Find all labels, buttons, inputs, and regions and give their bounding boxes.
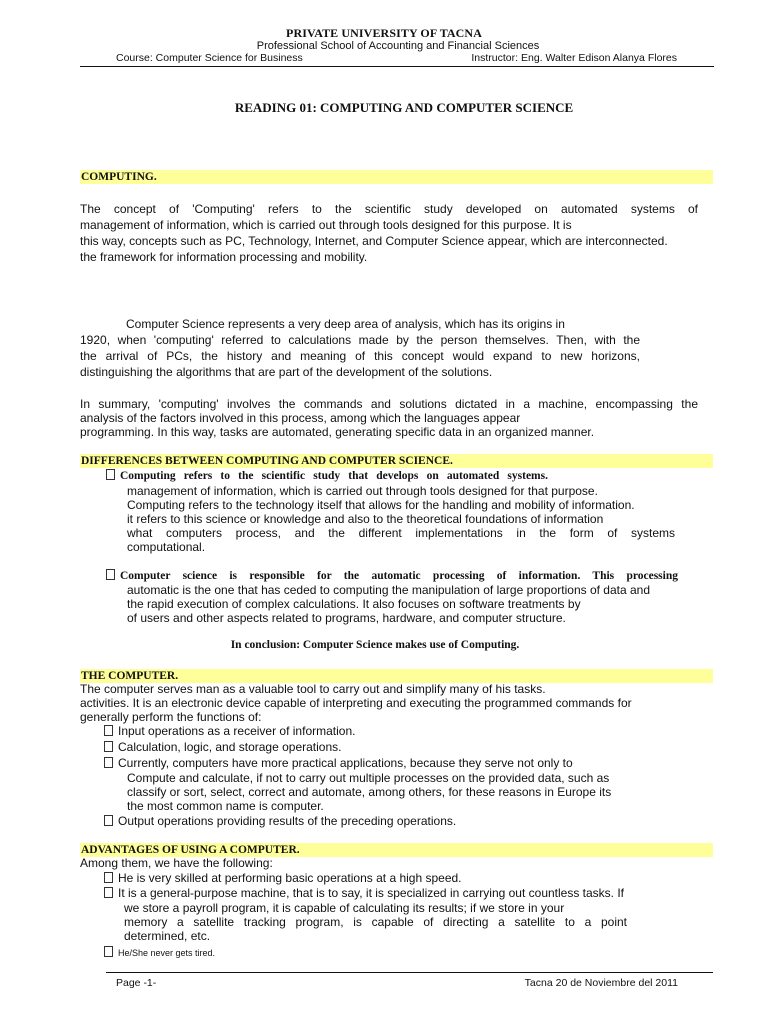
advantages-item-1: He is very skilled at performing basic operations at a high speed. xyxy=(104,871,462,886)
university-name: PRIVATE UNIVERSITY OF TACNA xyxy=(286,26,482,40)
computer-item-1: Input operations as a receiver of information. xyxy=(104,724,355,739)
school-name: Professional School of Accounting and Financial Sciences xyxy=(256,40,540,52)
section-heading-computing: COMPUTING. xyxy=(80,170,713,184)
checkbox-bullet-icon xyxy=(104,725,113,736)
instructor-label: Instructor: Eng. Walter Edison Alanya Flores xyxy=(471,52,677,64)
computer-item-2: Calculation, logic, and storage operations. xyxy=(104,740,341,755)
page-number: Page -1- xyxy=(116,977,157,989)
checkbox-bullet-icon xyxy=(106,469,115,480)
differences-bullet-1-body: management of information, which is carried out through tools designed for that purpose. Computing refers to the technology itself that allows for the handling and mobility of information. it refers to this science or knowledge and also to the theoretical foundations of information what computers process, and the different implementations in the form of systems computational. xyxy=(127,484,675,554)
differences-bullet-2-body: automatic is the one that has ceded to computing the manipulation of large proportions of data and the rapid execution of complex calculations. It also focuses on software treatments by of users and other aspects related to programs, hardware, and computer structure. xyxy=(127,583,651,625)
reading-title: READING 01: COMPUTING AND COMPUTER SCIENCE xyxy=(234,100,574,115)
advantages-intro: Among them, we have the following: xyxy=(80,856,273,870)
footer-divider xyxy=(106,972,713,973)
checkbox-bullet-icon xyxy=(104,815,113,826)
checkbox-bullet-icon xyxy=(104,946,113,957)
differences-bullet-1-title: Computing refers to the scientific study that develops on automated systems. xyxy=(106,469,548,483)
differences-conclusion: In conclusion: Computer Science makes use of Computing. xyxy=(230,639,520,651)
checkbox-bullet-icon xyxy=(104,757,113,768)
computer-item-4: Output operations providing results of the preceding operations. xyxy=(104,814,456,829)
section-heading-advantages: ADVANTAGES OF USING A COMPUTER. xyxy=(80,843,713,857)
differences-bullet-2-title: Computer science is responsible for the automatic processing of information. This processing xyxy=(106,569,678,583)
checkbox-bullet-icon xyxy=(104,887,113,898)
computing-paragraph-3: In summary, 'computing' involves the commands and solutions dictated in a machine, encompassing the analysis of the factors involved in this process, among which the languages appear programming. In this way, tasks are automated, generating specific data in an organized manner. xyxy=(80,397,698,439)
computer-item-3: Currently, computers have more practical applications, because they serve not only to xyxy=(104,756,573,771)
course-label: Course: Computer Science for Business xyxy=(116,52,303,64)
section-heading-computer: THE COMPUTER. xyxy=(80,669,713,683)
computer-item-3-continuation: Compute and calculate, if not to carry out multiple processes on the provided data, such as classify or sort, select, correct and automate, among others, for these reasons in Europe its the most common name is computer. xyxy=(127,771,612,813)
computer-intro: The computer serves man as a valuable tool to carry out and simplify many of his tasks. activities. It is an electronic device capable of interpreting and executing the programmed commands for generally perform the functions of: xyxy=(80,682,632,724)
checkbox-bullet-icon xyxy=(106,569,115,580)
advantages-item-3: He/She never gets tired. xyxy=(104,946,215,959)
checkbox-bullet-icon xyxy=(104,741,113,752)
header-divider xyxy=(80,66,714,67)
advantages-item-2: It is a general-purpose machine, that is to say, it is specialized in carrying out countless tasks. If xyxy=(104,886,624,901)
footer-place-date: Tacna 20 de Noviembre del 2011 xyxy=(524,977,678,989)
checkbox-bullet-icon xyxy=(104,872,113,883)
computing-paragraph-2: Computer Science represents a very deep area of analysis, which has its origins in 1920, when 'computing' referred to calculations made by the person themselves. Then, with the the arrival of PCs, the history and meaning of this concept would expand to new horizons, distinguishing the algorithms that are part of the development of the solutions. xyxy=(80,317,640,379)
section-heading-differences: DIFFERENCES BETWEEN COMPUTING AND COMPUTER SCIENCE. xyxy=(80,454,713,468)
advantages-item-2-continuation: we store a payroll program, it is capable of calculating its results; if we store in your memory a satellite tracking program, is capable of directing a satellite to a point determined, etc. xyxy=(124,901,627,943)
computing-paragraph-1: The concept of 'Computing' refers to the scientific study developed on automated systems of management of information, which is carried out through tools designed for this purpose. It is this way, concepts such as PC, Technology, Internet, and Computer Science appear, which are interconnected. the framework for information processing and mobility. xyxy=(80,202,698,264)
